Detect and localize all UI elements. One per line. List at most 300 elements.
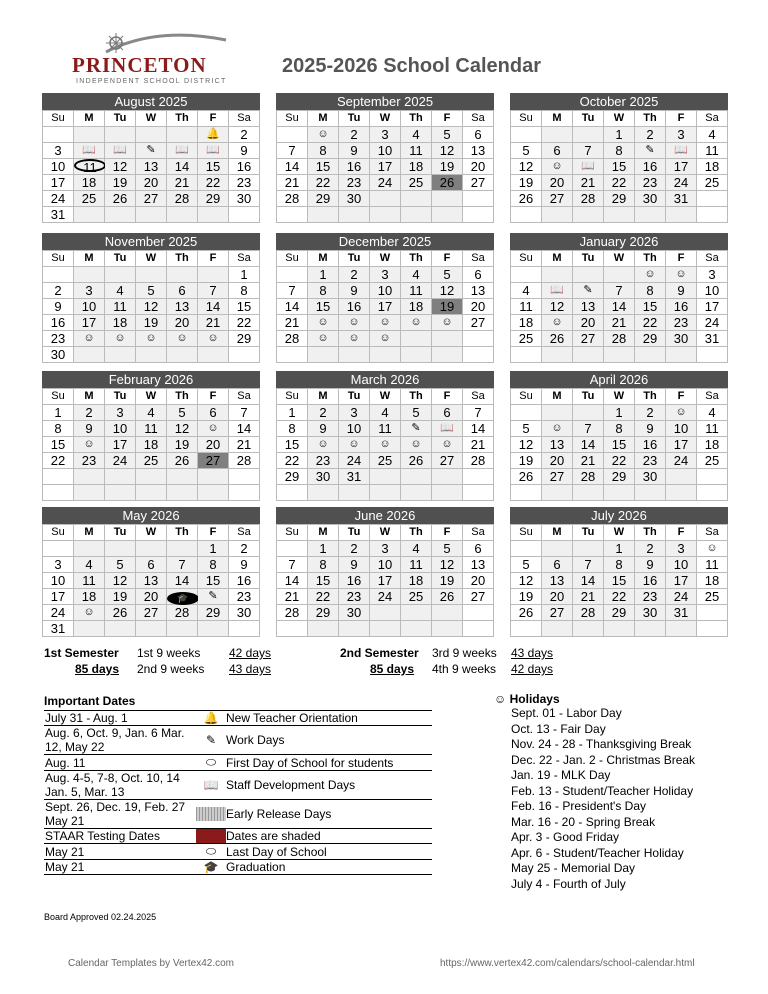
empty-cell [105,621,136,637]
day-of-week-header: Sa [697,111,728,127]
empty-cell [666,347,697,363]
empty-cell [43,127,74,143]
day-of-week-header: Tu [105,525,136,541]
day-cell: 8 [635,283,666,299]
empty-cell [697,191,728,207]
empty-cell [136,621,167,637]
important-date: STAAR Testing Dates [45,829,160,843]
day-cell: 13 [542,573,573,589]
day-cell: 2 [635,127,666,143]
day-cell: 🔔 [198,127,229,143]
important-date-description: Dates are shaded [226,829,321,843]
empty-cell [542,405,573,421]
month-grid [42,250,260,363]
day-cell: 7 [167,557,198,573]
empty-cell [277,541,308,557]
day-cell: 14 [167,573,198,589]
day-cell: 10 [666,421,697,437]
day-cell: 30 [43,347,74,363]
day-cell: 2 [339,127,370,143]
day-of-week-header: F [432,251,463,267]
empty-cell [167,469,198,485]
month-9 [510,371,728,501]
empty-cell [277,347,308,363]
q4-label: 4th 9 weeks [432,662,497,676]
day-of-week-header: Th [635,525,666,541]
day-cell: 23 [43,331,74,347]
day-cell: ☺ [74,437,105,453]
day-cell: 3 [370,127,401,143]
day-cell: 7 [573,143,604,159]
day-of-week-header: Sa [229,389,260,405]
day-cell: 3 [370,541,401,557]
empty-cell [370,207,401,223]
day-cell: 24 [43,605,74,621]
day-cell: 1 [604,405,635,421]
day-cell: 8 [43,421,74,437]
q2-label: 2nd 9 weeks [137,662,205,676]
day-of-week-header: Th [401,389,432,405]
day-of-week-header: Su [277,111,308,127]
day-cell: 27 [432,453,463,469]
day-cell: 8 [604,557,635,573]
day-cell: 27 [542,191,573,207]
day-cell: 16 [339,573,370,589]
day-cell: 14 [277,299,308,315]
day-cell: 10 [339,421,370,437]
day-cell: 15 [308,159,339,175]
day-cell: 11 [105,299,136,315]
day-cell: 5 [432,127,463,143]
day-of-week-header: M [74,389,105,405]
day-cell: 30 [339,605,370,621]
holiday-item: Sept. 01 - Labor Day [511,706,622,720]
important-date-description: Staff Development Days [226,778,356,792]
empty-cell [511,621,542,637]
day-cell: 15 [604,573,635,589]
important-date-row [44,754,432,770]
day-cell: 19 [432,159,463,175]
empty-cell [74,541,105,557]
day-cell: 11 [511,299,542,315]
day-cell: 2 [43,283,74,299]
empty-cell [573,621,604,637]
month-title: February 2026 [42,371,260,388]
graduation-icon: 🎓 [167,592,199,605]
day-cell: 31 [339,469,370,485]
day-cell: 9 [339,143,370,159]
day-cell: 29 [308,605,339,621]
day-cell: 30 [308,469,339,485]
day-cell: 19 [511,589,542,605]
day-cell: 9 [308,421,339,437]
day-cell: 1 [43,405,74,421]
day-cell: 8 [308,283,339,299]
month-grid [276,388,494,501]
day-cell: 5 [401,405,432,421]
q4-days: 42 days [511,662,554,676]
month-grid [510,388,728,501]
empty-cell [573,347,604,363]
empty-cell [74,207,105,223]
day-cell: 27 [463,175,494,191]
empty-cell [511,267,542,283]
month-grid [510,110,728,223]
month-2 [276,93,494,223]
day-of-week-header: W [136,389,167,405]
oval-icon: ⬭ [205,755,217,769]
day-cell: 10 [43,573,74,589]
day-cell: 16 [666,299,697,315]
day-of-week-header: M [308,111,339,127]
holiday-item: Feb. 13 - Student/Teacher Holiday [511,783,694,798]
day-cell: 31 [43,621,74,637]
book-icon: 📖 [203,778,219,792]
day-cell: ☺ [432,437,463,453]
day-of-week-header: Tu [339,251,370,267]
day-cell: 28 [277,331,308,347]
day-cell: 10 [43,159,74,175]
important-dates-title: Important Dates [44,694,136,708]
day-cell: ☺ [74,331,105,347]
day-cell: 📖 [542,283,573,299]
day-of-week-header: Sa [463,251,494,267]
empty-cell [542,267,573,283]
day-cell: 20 [463,159,494,175]
day-cell: 28 [573,469,604,485]
day-cell: 25 [370,453,401,469]
logo-name: PRINCETON [72,53,207,77]
day-cell: 21 [167,175,198,191]
day-cell: 12 [432,143,463,159]
empty-cell [463,621,494,637]
empty-cell [370,469,401,485]
day-cell: 📖 [74,143,105,159]
day-cell: ☺ [339,331,370,347]
day-cell: ☺ [370,331,401,347]
q3-days: 43 days [511,646,554,660]
empty-cell [308,485,339,501]
day-cell: 28 [604,331,635,347]
day-of-week-header: F [432,389,463,405]
day-cell: 20 [463,299,494,315]
important-date-row [44,843,432,859]
day-cell: 7 [573,421,604,437]
empty-cell [542,207,573,223]
day-cell: 14 [167,159,198,175]
day-of-week-header: Th [167,251,198,267]
day-cell: 18 [401,299,432,315]
day-cell: 23 [74,453,105,469]
important-date: Sept. 26, Dec. 19, Feb. 27 May 21 [45,800,186,828]
day-cell: 7 [277,283,308,299]
day-cell: 24 [105,453,136,469]
empty-cell [463,605,494,621]
day-cell: 18 [511,315,542,331]
day-cell: 21 [463,437,494,453]
day-cell: 15 [604,159,635,175]
day-cell: 21 [604,315,635,331]
day-cell: 21 [198,315,229,331]
day-of-week-header: F [198,525,229,541]
empty-cell [105,127,136,143]
day-cell: 22 [229,315,260,331]
day-of-week-header: M [542,111,573,127]
month-10 [42,507,260,637]
day-cell: 21 [573,175,604,191]
day-cell: 11 [136,421,167,437]
day-of-week-header: Sa [229,251,260,267]
empty-cell [339,347,370,363]
day-cell: 10 [370,283,401,299]
day-cell: 7 [463,405,494,421]
day-cell: 10 [74,299,105,315]
day-cell: 5 [511,143,542,159]
day-cell: ☺ [635,267,666,283]
day-cell: 25 [697,175,728,191]
empty-cell [573,207,604,223]
day-cell: 25 [697,589,728,605]
day-cell: 6 [198,405,229,421]
day-cell: 6 [432,405,463,421]
holiday-item: Mar. 16 - 20 - Spring Break [511,814,656,829]
empty-cell [105,469,136,485]
day-cell: 19 [511,453,542,469]
day-cell: 29 [229,331,260,347]
day-cell: 20 [463,573,494,589]
day-cell: 23 [229,589,260,605]
day-of-week-header: Tu [339,389,370,405]
day-cell: 28 [229,453,260,469]
empty-cell [401,207,432,223]
day-cell: 13 [463,283,494,299]
day-cell: ☺ [542,315,573,331]
month-7 [42,371,260,501]
empty-cell [167,207,198,223]
day-cell: 📖 [432,421,463,437]
day-of-week-header: W [370,389,401,405]
day-cell: 2 [339,541,370,557]
day-cell: 21 [277,175,308,191]
day-cell: 15 [229,299,260,315]
empty-cell [511,347,542,363]
day-cell: 1 [198,541,229,557]
day-of-week-header: Th [167,389,198,405]
day-of-week-header: M [308,389,339,405]
day-cell: 26 [511,469,542,485]
day-cell: ☺ [105,331,136,347]
empty-cell [432,207,463,223]
day-cell: 24 [666,589,697,605]
day-cell: 17 [43,589,74,605]
day-cell: 5 [511,557,542,573]
footer-right[interactable]: https://www.vertex42.com/calendars/school-calendar.html [440,958,695,969]
day-cell: 18 [697,437,728,453]
day-cell: 4 [105,283,136,299]
day-cell: 18 [697,573,728,589]
empty-cell [277,267,308,283]
day-cell: ☺ [308,315,339,331]
day-cell: 7 [604,283,635,299]
day-cell: 17 [370,299,401,315]
day-cell: 6 [542,143,573,159]
day-cell: 3 [697,267,728,283]
empty-cell [463,191,494,207]
day-cell: 9 [74,421,105,437]
day-cell: 📖 [573,159,604,175]
day-cell: 29 [604,191,635,207]
day-cell: 17 [666,573,697,589]
empty-cell [604,267,635,283]
day-cell: 5 [105,557,136,573]
day-of-week-header: W [136,251,167,267]
empty-cell [666,207,697,223]
day-cell: ☺ [697,541,728,557]
day-cell: 30 [666,331,697,347]
day-cell: 17 [370,159,401,175]
day-cell: 27 [573,331,604,347]
day-cell: 3 [43,557,74,573]
day-of-week-header: Su [511,111,542,127]
day-cell: 16 [229,573,260,589]
day-of-week-header: Sa [697,525,728,541]
empty-cell [74,347,105,363]
day-cell [74,159,105,175]
day-of-week-header: Tu [573,251,604,267]
month-title: November 2025 [42,233,260,250]
day-of-week-header: Tu [573,525,604,541]
day-cell: 19 [136,315,167,331]
day-cell: 27 [136,191,167,207]
day-cell: 18 [105,315,136,331]
smiley-icon: ☺ [494,692,507,706]
day-cell: ☺ [308,331,339,347]
day-cell: 7 [277,557,308,573]
day-cell: 16 [339,299,370,315]
day-cell: 21 [229,437,260,453]
day-cell: 12 [167,421,198,437]
month-8 [276,371,494,501]
day-cell: 26 [105,191,136,207]
day-cell: 6 [463,541,494,557]
day-cell: 23 [635,175,666,191]
holiday-item: Jan. 19 - MLK Day [511,768,611,782]
day-cell: 1 [604,127,635,143]
empty-cell [401,331,432,347]
board-approved: Board Approved 02.24.2025 [44,912,157,922]
day-of-week-header: F [198,111,229,127]
day-of-week-header: W [604,251,635,267]
day-cell: 29 [604,605,635,621]
empty-cell [167,267,198,283]
day-cell: 3 [370,267,401,283]
day-cell: 8 [308,557,339,573]
day-cell: 19 [432,299,463,315]
q1-label: 1st 9 weeks [137,646,201,660]
day-cell: 24 [339,453,370,469]
day-cell: 15 [43,437,74,453]
day-cell: 13 [463,557,494,573]
day-cell: 4 [370,405,401,421]
day-cell: 📖 [105,143,136,159]
day-cell: 30 [229,605,260,621]
empty-cell [573,541,604,557]
day-cell: 27 [463,315,494,331]
empty-cell [542,127,573,143]
empty-cell [370,485,401,501]
day-cell: 17 [43,175,74,191]
empty-cell [198,469,229,485]
day-cell: 27 [198,453,229,469]
day-cell: 17 [666,437,697,453]
empty-cell [43,267,74,283]
empty-cell [308,347,339,363]
day-cell: 13 [463,143,494,159]
important-date-row [44,725,432,754]
day-cell: 24 [697,315,728,331]
empty-cell [635,621,666,637]
empty-cell [136,267,167,283]
day-cell: 14 [229,421,260,437]
day-cell: 22 [635,315,666,331]
holiday-item: Nov. 24 - 28 - Thanksgiving Break [511,737,692,751]
day-cell: 12 [105,573,136,589]
day-cell: 11 [697,143,728,159]
day-of-week-header: Sa [229,111,260,127]
day-cell: 24 [43,191,74,207]
day-cell: 13 [136,573,167,589]
day-cell: 20 [167,315,198,331]
day-of-week-header: W [604,525,635,541]
day-cell: 23 [666,315,697,331]
holidays-title: ☺ Holidays [494,692,560,706]
day-cell: 16 [635,573,666,589]
first-semester-label: 1st Semester [44,646,119,660]
important-date-row [44,799,432,828]
day-of-week-header: Th [401,251,432,267]
empty-cell [401,621,432,637]
day-cell: 3 [74,283,105,299]
day-of-week-header: Tu [105,389,136,405]
day-cell: 9 [339,557,370,573]
day-of-week-header: Su [511,525,542,541]
empty-cell [167,541,198,557]
day-cell: 19 [511,175,542,191]
day-cell: ☺ [370,437,401,453]
day-cell: 22 [198,175,229,191]
day-cell: ✎ [401,421,432,437]
day-cell: 17 [370,573,401,589]
day-of-week-header: Sa [463,525,494,541]
empty-cell [542,485,573,501]
empty-cell [229,469,260,485]
empty-cell [604,621,635,637]
day-cell: 26 [432,589,463,605]
empty-cell [198,267,229,283]
day-cell: 31 [697,331,728,347]
holiday-item: Oct. 13 - Fair Day [511,721,606,736]
empty-cell [339,621,370,637]
empty-cell [229,347,260,363]
footer-left[interactable]: Calendar Templates by Vertex42.com [68,958,235,969]
day-cell: 8 [604,421,635,437]
day-of-week-header: M [542,251,573,267]
empty-cell [511,405,542,421]
day-of-week-header: Su [511,389,542,405]
empty-cell [74,267,105,283]
day-cell: ✎ [635,143,666,159]
month-5 [276,233,494,363]
